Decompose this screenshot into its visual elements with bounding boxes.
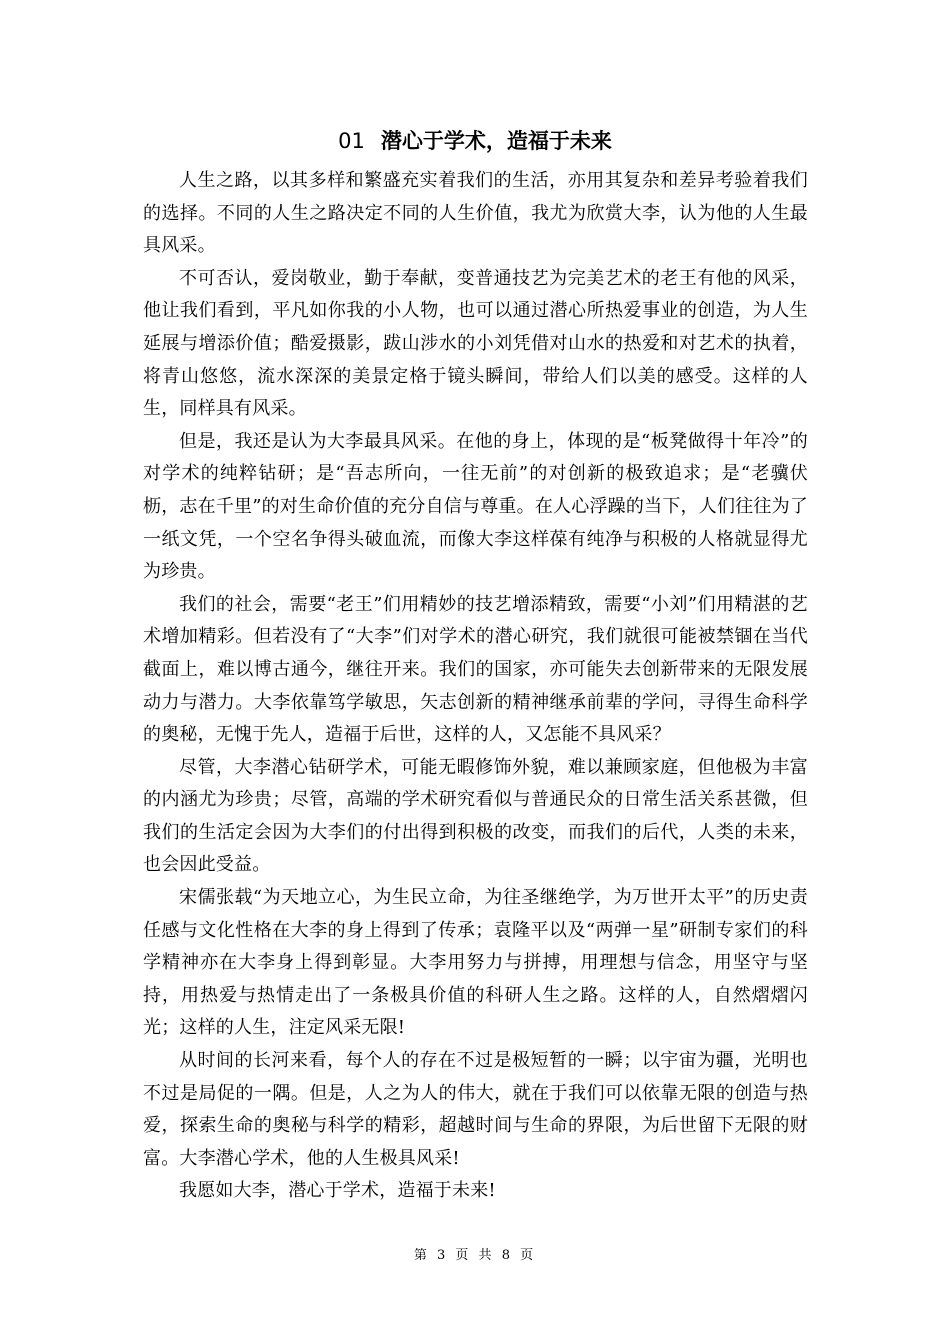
paragraph-7: 从时间的长河来看，每个人的存在不过是极短暂的一瞬；以宇宙为疆，光明也不过是局促的一隅。但是，人之为人的伟大，就在于我们可以依靠无限的创造与热爱，探索生命的奥秘与科学的精彩，超越时间与生命的界限，为后世留下无限的财富。大李潜心学术，他的人生极具风采! [143,1050,808,1169]
paragraph-4: 我们的社会，需要“老王”们用精妙的技艺增添精致，需要“小刘”们用精湛的艺术增加精彩。但若没有了“大李”们对学术的潜心研究，我们就很可能被禁锢在当代截面上，难以博古通今，继往开来。我们的国家，亦可能失去创新带来的无限发展动力与潜力。大李依靠笃学敏思，矢志创新的精神继承前辈的学问，寻得生命科学的奥秘，无愧于先人，造福于后世，这样的人，又怎能不具风采？ [143,593,808,746]
page-number-footer: 第 3 页 共 8 页 [413,1248,537,1263]
essay-number: 01 [338,129,365,153]
paragraph-2: 不可否认，爱岗敬业，勤于奉献，变普通技艺为完美艺术的老王有他的风采，他让我们看到，平凡如你我的小人物，也可以通过潜心所热爱事业的创造，为人生延展与增添价值；酷爱摄影，跋山涉水的小刘凭借对山水的热爱和对艺术的执着，将青山悠悠，流水深深的美景定格于镜头瞬间，带给人们以美的感受。这样的人生，同样具有风采。 [143,267,808,420]
paragraph-5: 尽管，大李潜心钻研学术，可能无暇修饰外貌，难以兼顾家庭，但他极为丰富的内涵尤为珍贵；尽管，高端的学术研究看似与普通民众的日常生活关系甚微，但我们的生活定会因为大李们的付出得到积极的改变，而我们的后代，人类的未来，也会因此受益。 [143,756,808,876]
paragraph-3: 但是，我还是认为大李最具风采。在他的身上，体现的是“板凳做得十年冷”的对学术的纯粹钻研；是“吾志所向，一往无前”的对创新的极致追求；是“老骥伏枥，志在千里”的对生命价值的充分自信与尊重。在人心浮躁的当下，人们往往为了一纸文凭，一个空名争得头破血流，而像大李这样葆有纯净与积极的人格就显得尤为珍贵。 [143,430,808,583]
paragraph-6: 宋儒张载“为天地立心，为生民立命，为往圣继绝学，为万世开太平”的历史责任感与文化性格在大李的身上得到了传承；袁隆平以及“两弹一星”研制专家们的科学精神亦在大李身上得到彰显。大李用努力与拼搏，用理想与信念，用坚守与坚持，用热爱与热情走出了一条极具价值的科研人生之路。这样的人，自然熠熠闪光；这样的人生，注定风采无限! [143,887,808,1039]
paragraph-1: 人生之路，以其多样和繁盛充实着我们的生活，亦用其复杂和差异考验着我们的选择。不同的人生之路决定不同的人生价值，我尤为欣赏大李，认为他的人生最具风采。 [143,170,808,257]
paragraph-8: 我愿如大李，潜心于学术，造福于未来! [179,1180,496,1202]
essay-body [143,165,808,1208]
essay-title-text: 潜心于学术，造福于未来 [380,129,612,153]
essay-title [0,124,950,158]
